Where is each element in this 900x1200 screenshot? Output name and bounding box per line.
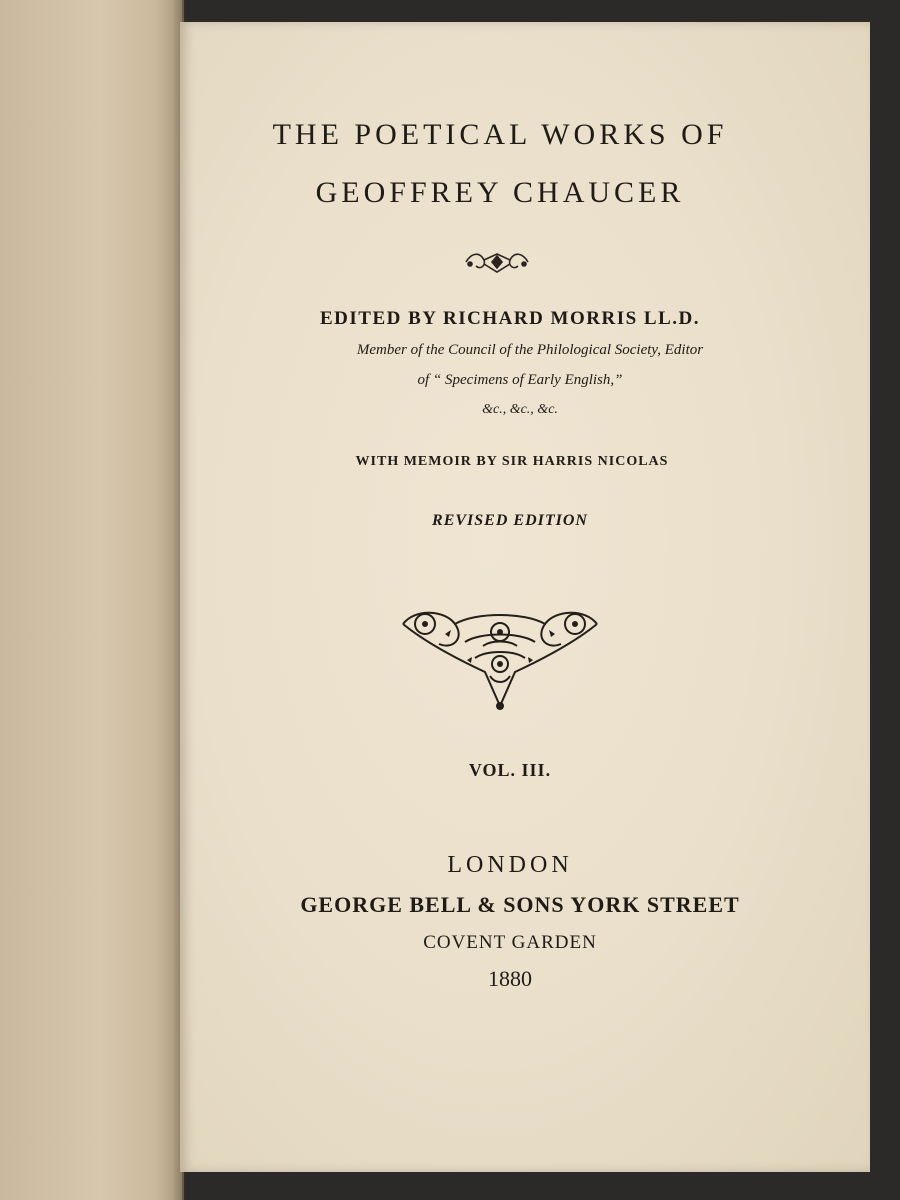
title-page	[180, 22, 870, 1172]
imprint-district: COVENT GARDEN	[423, 932, 597, 953]
title-line-1: THE POETICAL WORKS OF	[272, 118, 728, 151]
title-line-2: GEOFFREY CHAUCER	[315, 176, 685, 209]
volume-line: VOL. III.	[468, 760, 552, 780]
imprint-publisher: GEORGE BELL & SONS YORK STREET	[300, 892, 740, 917]
small-scroll-ornament-icon	[462, 246, 532, 278]
facing-page	[0, 0, 184, 1200]
memoir-line: WITH MEMOIR BY SIR HARRIS NICOLAS	[355, 454, 669, 469]
editor-credentials-1: Member of the Council of the Philological Society, Editor	[356, 342, 704, 358]
editor-credentials-3: &c., &c., &c.	[482, 402, 558, 417]
imprint-city: LONDON	[447, 852, 573, 878]
imprint-year: 1880	[488, 966, 532, 991]
editor-line: EDITED BY RICHARD MORRIS LL.D.	[319, 308, 700, 329]
floral-vignette-ornament-icon	[395, 602, 605, 714]
edition-line: REVISED EDITION	[432, 512, 588, 529]
editor-credentials-2: of “ Specimens of Early English,”	[417, 372, 623, 388]
